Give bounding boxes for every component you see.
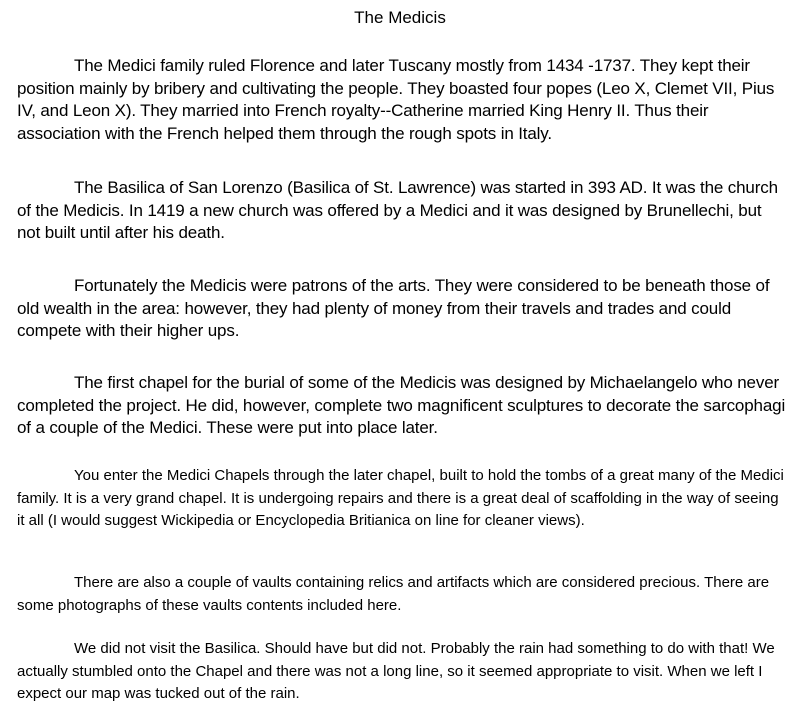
paragraph-basilica-san-lorenzo: The Basilica of San Lorenzo (Basilica of St. Lawrence) was started in 393 AD. It was the church of the Medicis. In 1419 a new church was offered by a Medici and it was designed by Brunellechi, but not built until after his death. xyxy=(17,178,778,242)
document-title: The Medicis xyxy=(354,8,446,27)
paragraph-visit-notes: We did not visit the Basilica. Should have but did not. Probably the rain had something to do with that! We actually stumbled onto the Chapel and there was not a long line, so it seemed appropriate to visit. When we left I expect our map was tucked out of the rain. xyxy=(17,640,775,702)
paragraph-medici-chapels: You enter the Medici Chapels through the later chapel, built to hold the tombs of a great many of the Medici family. It is a very grand chapel. It is undergoing repairs and there is a great deal of scaffolding in the way of seeing it all (I would suggest Wickipedia or Encyclopedia Britianica on line for cleaner views). xyxy=(17,467,784,529)
paragraph-first-chapel: The first chapel for the burial of some of the Medicis was designed by Michaelangelo who never completed the project. He did, however, complete two magnificent sculptures to decorate the sarcophagi of a couple of the Medici. These were put into place later. xyxy=(17,373,786,437)
paragraph-vaults: There are also a couple of vaults containing relics and artifacts which are considered precious. There are some photographs of these vaults contents included here. xyxy=(17,574,770,614)
paragraph-medici-family: The Medici family ruled Florence and later Tuscany mostly from 1434 -1737. They kept their position mainly by bribery and cultivating the people. They boasted four popes (Leo X, Clemet VII, Pius IV, and Leon X). They married into French royalty--Catherine married King Henry II. Thus their association with the French helped them through the rough spots in Italy. xyxy=(17,56,775,143)
paragraph-patrons-of-arts: Fortunately the Medicis were patrons of the arts. They were considered to be beneath those of old wealth in the area: however, they had plenty of money from their travels and trades and could compete with their higher ups. xyxy=(17,276,770,340)
